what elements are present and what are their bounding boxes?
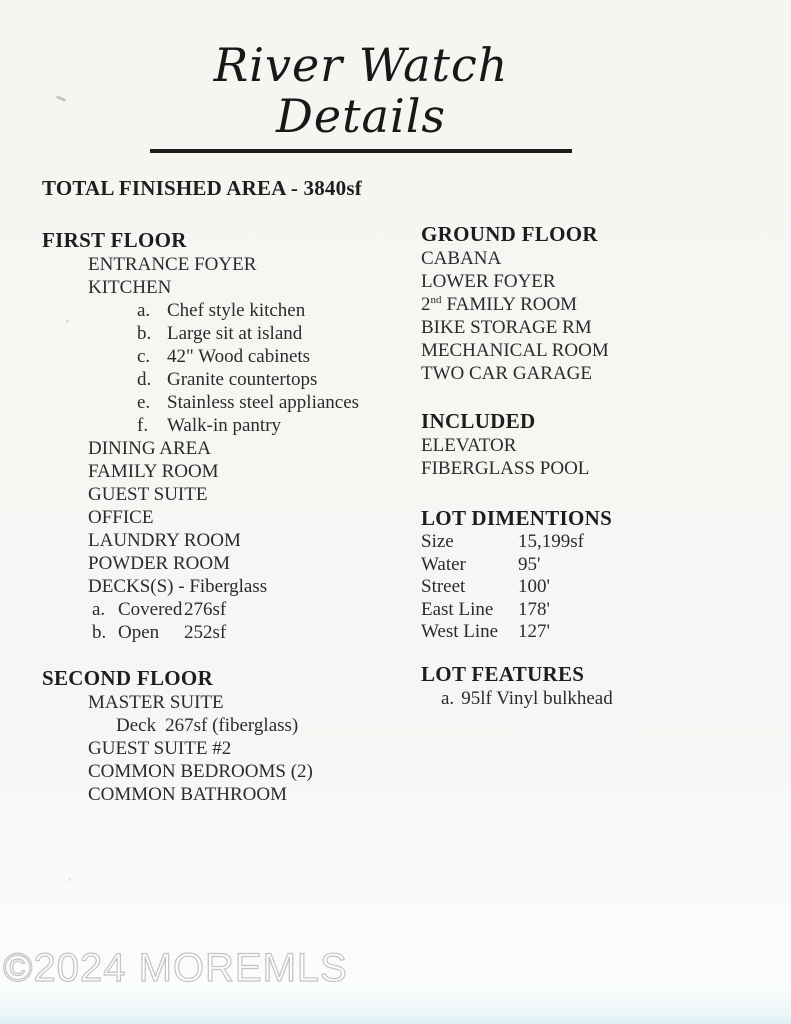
scan-artifact: [68, 878, 71, 881]
kitchen-feature-item: [42, 299, 414, 322]
deck-item: [42, 621, 414, 644]
list-marker: a.: [441, 687, 455, 709]
scan-edge-tint: [0, 1014, 791, 1024]
dimension-label: Water: [421, 553, 466, 575]
room-second-family-room: [421, 293, 773, 316]
room-family-room: FAMILY ROOM: [88, 461, 219, 482]
deck-area-value: 276sf: [184, 599, 227, 620]
total-finished-area: TOTAL FINISHED AREA - 3840sf: [42, 176, 362, 200]
decks-heading: DECKS(S) - Fiberglass: [88, 576, 268, 597]
room-garage: TWO CAR GARAGE: [421, 363, 592, 384]
room-kitchen: KITCHEN: [88, 277, 172, 298]
included-heading: INCLUDED: [421, 409, 536, 433]
room-mechanical: MECHANICAL ROOM: [421, 340, 609, 361]
room-laundry-room: LAUNDRY ROOM: [88, 530, 241, 551]
list-marker: b.: [137, 323, 152, 344]
room-guest-suite: GUEST SUITE: [88, 484, 208, 505]
kitchen-feature-item: [42, 414, 414, 437]
kitchen-feature-text: Large sit at island: [167, 323, 303, 344]
kitchen-feature-text: Walk-in pantry: [167, 415, 282, 436]
kitchen-feature-item: [42, 368, 414, 391]
lot-dimension-row: [421, 599, 773, 622]
lot-dimension-row: [421, 531, 773, 554]
lot-dimension-row: [421, 554, 773, 577]
right-column: [421, 222, 773, 710]
dimension-label: West Line: [421, 621, 499, 642]
list-marker: d.: [137, 369, 152, 390]
room-common-bedrooms: COMMON BEDROOMS (2): [88, 761, 313, 782]
kitchen-feature-item: [42, 345, 414, 368]
document-title: River Watch Details: [213, 38, 509, 143]
room-office: OFFICE: [88, 507, 154, 528]
room-common-bathroom: COMMON BATHROOM: [88, 784, 287, 805]
room-bike-storage: BIKE STORAGE RM: [421, 317, 592, 338]
included-item-pool: FIBERGLASS POOL: [421, 458, 590, 479]
scan-artifact: [66, 320, 69, 323]
room-guest-suite-2: GUEST SUITE #2: [88, 738, 232, 759]
scan-artifact: [56, 95, 66, 102]
lot-dimensions-heading: LOT DIMENTIONS: [421, 506, 613, 530]
room-name: FAMILY ROOM: [446, 294, 578, 315]
dimension-label: Street: [421, 576, 466, 597]
list-marker: a.: [137, 300, 151, 321]
lot-features-heading: LOT FEATURES: [421, 661, 585, 686]
deck-label: Open: [118, 622, 160, 643]
dimension-value: 178': [518, 598, 550, 620]
room-dining-area: DINING AREA: [88, 438, 211, 459]
dimension-value: 100': [518, 576, 550, 597]
included-item-elevator: ELEVATOR: [421, 435, 517, 456]
room-lower-foyer: LOWER FOYER: [421, 271, 556, 292]
kitchen-feature-item: [42, 391, 414, 414]
ordinal-suffix: nd: [430, 294, 442, 306]
room-powder-room: POWDER ROOM: [88, 553, 230, 574]
dimension-value: 127': [518, 621, 550, 642]
kitchen-feature-item: [42, 322, 414, 345]
lot-feature-text: 95lf Vinyl bulkhead: [461, 687, 613, 709]
dimension-label: East Line: [421, 598, 494, 620]
room-entrance-foyer: ENTRANCE FOYER: [88, 254, 257, 275]
deck-area-value: 252sf: [184, 622, 227, 643]
first-floor-heading: FIRST FLOOR: [42, 228, 187, 252]
deck-item: [42, 598, 414, 621]
room-cabana: CABANA: [421, 248, 502, 269]
mls-copyright-watermark: ©2024 MOREMLS: [3, 946, 348, 990]
kitchen-feature-text: Granite countertops: [167, 369, 318, 390]
list-marker: e.: [137, 392, 151, 413]
deck-label: Covered: [118, 599, 183, 620]
list-marker: a.: [92, 599, 106, 620]
room-master-suite: MASTER SUITE: [88, 692, 224, 713]
dimension-value: 15,199sf: [518, 531, 584, 552]
list-marker: c.: [137, 346, 151, 367]
lot-dimension-row: [421, 576, 773, 599]
deck-area-value: 267sf (fiberglass): [165, 715, 299, 736]
kitchen-feature-text: 42" Wood cabinets: [167, 346, 311, 367]
list-marker: f.: [137, 415, 149, 436]
list-marker: b.: [92, 622, 107, 643]
left-column: [42, 228, 414, 806]
lot-feature-item: [421, 687, 773, 710]
second-floor-heading: SECOND FLOOR: [42, 666, 214, 690]
kitchen-feature-text: Chef style kitchen: [167, 300, 306, 321]
ordinal-number: 2: [421, 294, 431, 315]
deck-label: Deck: [116, 715, 157, 736]
document-title-block: [150, 40, 572, 153]
dimension-value: 95': [518, 553, 541, 575]
master-suite-deck: [42, 714, 414, 737]
lot-dimension-row: [421, 621, 773, 644]
ground-floor-heading: GROUND FLOOR: [421, 222, 598, 246]
dimension-label: Size: [421, 531, 454, 552]
kitchen-feature-text: Stainless steel appliances: [167, 392, 360, 413]
